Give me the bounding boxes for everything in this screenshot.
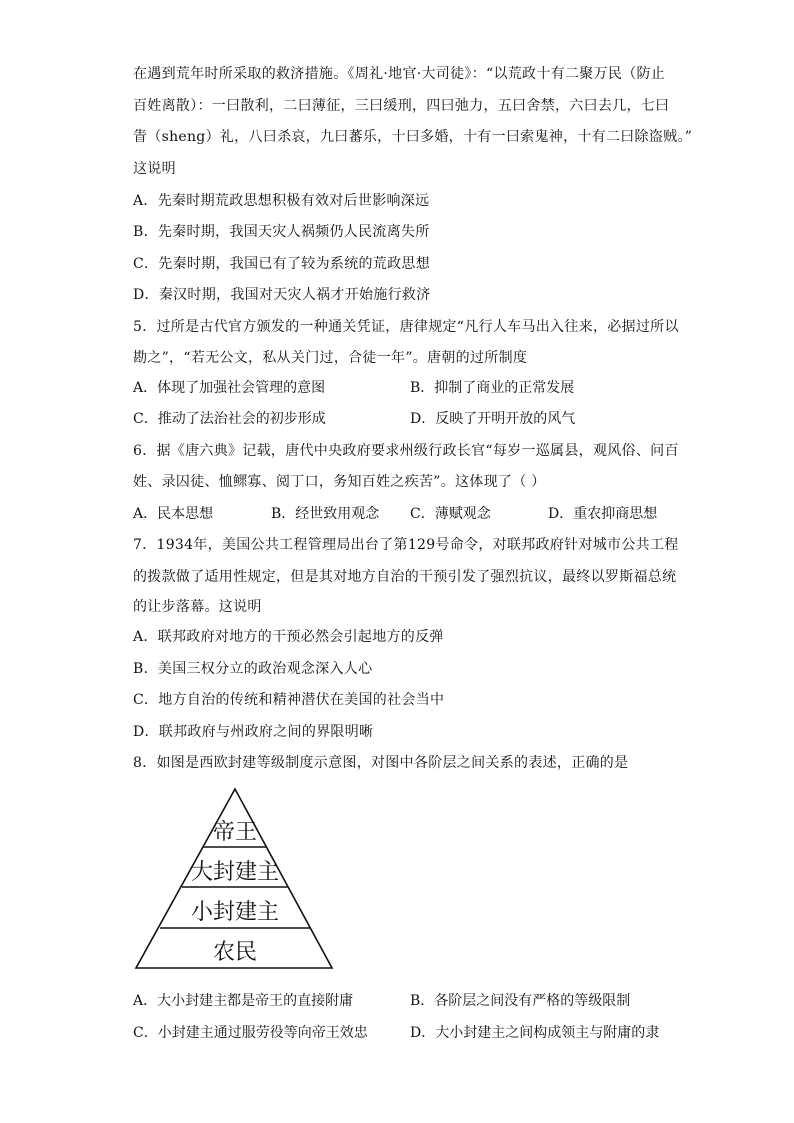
q6-option-b[interactable]: B．经世致用观念: [271, 506, 380, 522]
feudal-hierarchy-pyramid: [134, 787, 334, 970]
q7-option-a[interactable]: A．联邦政府对地方的干预必然会引起地方的反弹: [133, 629, 444, 645]
q7-stem-line-1: 7．1934年，美国公共工程管理局出台了第129号命令，对联邦政府针对城市公共工程: [133, 537, 679, 553]
q7-stem-line-3: 的让步落幕。这说明: [133, 599, 262, 615]
q5-option-d[interactable]: D．反映了开明开放的风气: [410, 411, 576, 427]
pyramid-level-emperor: 帝王: [212, 820, 258, 845]
q5-stem-line-2: 勘之”，“若无公文，私从关门过，合徒一年”。唐朝的过所制度: [133, 350, 528, 366]
pyramid-level-lesser-lords: 小封建主: [190, 900, 280, 925]
q5-option-b[interactable]: B．抑制了商业的正常发展: [410, 380, 575, 396]
q6-stem-line-1: 6．据《唐六典》记载，唐代中央政府要求州级行政长官“每岁一巡属县，观风俗、问百: [133, 443, 679, 459]
q4-stem-line-2: 百姓离散）：一曰散利，二曰薄征，三曰缓刑，四曰弛力，五曰舍禁，六曰去几，七曰: [133, 98, 670, 114]
q8-option-a[interactable]: A．大小封建主都是帝王的直接附庸: [133, 993, 354, 1009]
q8-option-c[interactable]: C．小封建主通过服劳役等向帝王效忠: [133, 1025, 368, 1041]
q7-option-b[interactable]: B．美国三权分立的政治观念深入人心: [133, 661, 373, 677]
q6-option-d[interactable]: D．重农抑商思想: [548, 506, 658, 522]
q8-option-d[interactable]: D．大小封建主之间构成领主与附庸的隶: [410, 1025, 660, 1041]
q8-stem: 8．如图是西欧封建等级制度示意图，对图中各阶层之间关系的表述，正确的是: [133, 755, 629, 771]
q8-option-b[interactable]: B．各阶层之间没有严格的等级限制: [410, 993, 631, 1009]
q4-option-b[interactable]: B．先秦时期，我国天灾人祸频仍人民流离失所: [133, 224, 430, 240]
q5-stem-line-1: 5．过所是古代官方颁发的一种通关凭证，唐律规定“凡行人车马出入往来，必据过所以: [133, 319, 679, 335]
q5-option-c[interactable]: C．推动了法治社会的初步形成: [133, 411, 326, 427]
q6-option-a[interactable]: A．民本思想: [133, 506, 214, 522]
q4-option-a[interactable]: A．先秦时期荒政思想积极有效对后世影响深远: [133, 193, 430, 209]
pyramid-level-great-lords: 大封建主: [190, 860, 280, 885]
q4-option-c[interactable]: C．先秦时期，我国已有了较为系统的荒政思想: [133, 256, 431, 272]
q4-stem-line-1: 在遇到荒年时所采取的救济措施。《周礼·地官·大司徒》：“以荒政十有二聚万民（防止: [133, 66, 666, 82]
q4-option-d[interactable]: D．秦汉时期，我国对天灾人祸才开始施行救济: [133, 287, 431, 303]
q4-stem-line-3: 眚（sheng）礼，八曰杀哀，九曰蕃乐，十曰多婚，十有一曰索鬼神，十有二曰除盗贼。”: [133, 129, 693, 145]
q6-stem-line-2: 姓、录囚徒、恤鳏寡、阅丁口，务知百姓之疾苦”。这体现了（ ）: [133, 474, 546, 490]
pyramid-level-peasants: 农民: [212, 940, 258, 965]
q5-option-a[interactable]: A．体现了加强社会管理的意图: [133, 380, 326, 396]
q6-option-c[interactable]: C．薄赋观念: [410, 506, 491, 522]
q7-option-d[interactable]: D．联邦政府与州政府之间的界限明晰: [133, 724, 374, 740]
q4-stem-line-4: 这说明: [133, 161, 176, 177]
q7-option-c[interactable]: C．地方自治的传统和精神潜伏在美国的社会当中: [133, 692, 445, 708]
q7-stem-line-2: 的拨款做了适用性规定，但是其对地方自治的干预引发了强烈抗议，最终以罗斯福总统: [133, 569, 677, 585]
